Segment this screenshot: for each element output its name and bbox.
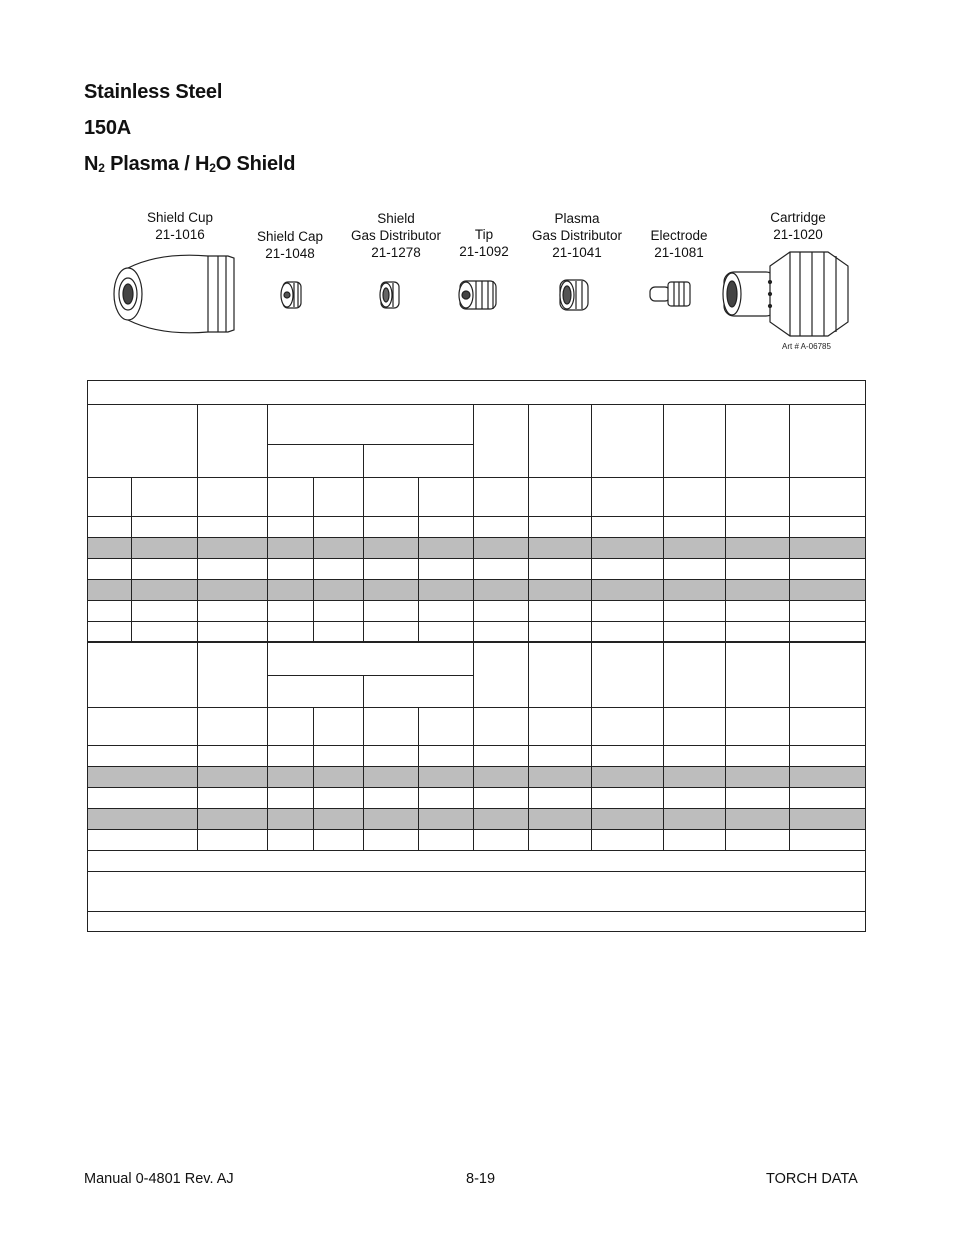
table-cell — [592, 559, 664, 580]
table-cell — [726, 642, 790, 708]
table-cell — [726, 746, 790, 767]
table-cell — [664, 405, 726, 478]
table-cell — [268, 642, 474, 676]
gas-title: $N_2$ Plasma / $H_2O$ Shield — [84, 153, 296, 175]
table-cell — [529, 622, 592, 642]
table-cell — [664, 622, 726, 642]
table-cell — [268, 601, 314, 622]
table-cell — [592, 405, 664, 478]
table-cell — [529, 767, 592, 788]
table-cell — [529, 601, 592, 622]
table-cell — [592, 478, 664, 517]
table-cell — [314, 478, 364, 517]
table-cell — [268, 580, 314, 601]
table-cell — [664, 580, 726, 601]
table-cell — [726, 622, 790, 642]
table-row — [88, 830, 866, 851]
table-cell — [419, 559, 474, 580]
tip-drawing — [459, 281, 496, 309]
table-cell — [474, 478, 529, 517]
part-label-plasma-gas-distributor: Plasma Gas Distributor 21-1041 — [531, 211, 623, 260]
table-cell — [726, 538, 790, 559]
table-cell — [664, 708, 726, 746]
table-cell — [529, 708, 592, 746]
table-cell — [790, 642, 866, 708]
table-cell — [198, 580, 268, 601]
table-header-row-2 — [88, 642, 866, 676]
table-cell — [88, 708, 198, 746]
table-cell — [474, 788, 529, 809]
table-cell — [664, 559, 726, 580]
table-cell — [790, 767, 866, 788]
table-cell — [726, 830, 790, 851]
table-cell — [592, 767, 664, 788]
table-cell — [790, 559, 866, 580]
table-cell — [314, 622, 364, 642]
table-row — [88, 538, 866, 559]
table-header-row — [88, 405, 866, 445]
table-row — [88, 809, 866, 830]
table-cell — [529, 538, 592, 559]
table-cell — [474, 767, 529, 788]
table-cell — [790, 746, 866, 767]
table-cell — [529, 405, 592, 478]
table-cell — [592, 580, 664, 601]
table-cell — [474, 622, 529, 642]
table-cell — [88, 381, 866, 405]
table-cell — [268, 676, 364, 708]
table-cell — [88, 517, 132, 538]
table-cell — [592, 708, 664, 746]
table-cell — [132, 478, 198, 517]
table-cell — [364, 622, 419, 642]
table-cell — [726, 405, 790, 478]
table-cell — [592, 788, 664, 809]
table-cell — [726, 580, 790, 601]
table-cell — [268, 767, 314, 788]
table-cell — [364, 478, 419, 517]
table-cell — [529, 580, 592, 601]
table-cell — [88, 767, 198, 788]
table-cell — [419, 517, 474, 538]
table-cell — [664, 642, 726, 708]
table-cell — [314, 788, 364, 809]
table-cell — [314, 830, 364, 851]
table-row — [88, 622, 866, 642]
table-cell — [314, 601, 364, 622]
material-title: Stainless Steel — [84, 81, 223, 103]
table-cell — [529, 809, 592, 830]
table-cell — [474, 746, 529, 767]
table-cell — [364, 601, 419, 622]
table-cell — [268, 559, 314, 580]
table-cell — [198, 478, 268, 517]
table-cell — [474, 538, 529, 559]
table-cell — [790, 622, 866, 642]
table-cell — [592, 601, 664, 622]
table-cell — [198, 830, 268, 851]
part-label-cartridge: Cartridge 21-1020 — [770, 210, 826, 242]
table-cell — [88, 405, 198, 478]
table-cell — [198, 708, 268, 746]
table-cell — [726, 788, 790, 809]
table-cell — [198, 405, 268, 478]
table-cell — [419, 788, 474, 809]
table-cell — [364, 559, 419, 580]
table-cell — [726, 601, 790, 622]
table-cell — [529, 642, 592, 708]
table-row — [88, 746, 866, 767]
table-cell — [364, 517, 419, 538]
table-cell — [726, 809, 790, 830]
table-cell — [88, 912, 866, 932]
table-cell — [419, 622, 474, 642]
table-cell — [419, 601, 474, 622]
cut-chart-table — [87, 380, 866, 932]
table-cell — [132, 538, 198, 559]
table-cell — [88, 622, 132, 642]
table-cell — [474, 559, 529, 580]
plasma-gas-distributor-drawing — [560, 280, 588, 310]
table-cell — [364, 746, 419, 767]
table-cell — [198, 601, 268, 622]
table-note-row — [88, 912, 866, 932]
table-cell — [592, 830, 664, 851]
table-note-row — [88, 872, 866, 912]
table-cell — [529, 788, 592, 809]
table-cell — [132, 517, 198, 538]
table-cell — [364, 788, 419, 809]
parts-illustration — [0, 0, 954, 380]
part-label-electrode: Electrode 21-1081 — [650, 228, 708, 260]
table-cell — [198, 809, 268, 830]
table-cell — [664, 809, 726, 830]
table-cell — [474, 830, 529, 851]
table-cell — [726, 767, 790, 788]
table-row — [88, 788, 866, 809]
table-cell — [198, 767, 268, 788]
table-cell — [790, 788, 866, 809]
table-cell — [364, 767, 419, 788]
shield-cup-drawing — [114, 255, 234, 333]
table-cell — [88, 872, 866, 912]
table-cell — [474, 517, 529, 538]
table-cell — [268, 746, 314, 767]
table-cell — [790, 478, 866, 517]
table-row — [88, 767, 866, 788]
table-cell — [268, 405, 474, 445]
table-cell — [419, 830, 474, 851]
part-label-shield-gas-distributor: Shield Gas Distributor 21-1278 — [350, 211, 442, 260]
table-cell — [198, 788, 268, 809]
table-cell — [664, 767, 726, 788]
footer-manual: Manual 0-4801 Rev. AJ — [84, 1171, 234, 1187]
table-note-row — [88, 851, 866, 872]
table-cell — [88, 746, 198, 767]
table-cell — [314, 708, 364, 746]
table-units-row-2 — [88, 708, 866, 746]
table-cell — [132, 559, 198, 580]
cartridge-drawing — [723, 252, 848, 336]
table-cell — [664, 788, 726, 809]
shield-cap-drawing — [281, 282, 301, 308]
table-cell — [268, 538, 314, 559]
table-cell — [592, 642, 664, 708]
table-cell — [790, 601, 866, 622]
table-cell — [726, 559, 790, 580]
table-cell — [364, 580, 419, 601]
table-cell — [268, 445, 364, 478]
table-cell — [664, 538, 726, 559]
table-cell — [474, 601, 529, 622]
table-cell — [268, 708, 314, 746]
table-cell — [88, 830, 198, 851]
table-cell — [198, 538, 268, 559]
table-cell — [790, 538, 866, 559]
table-cell — [474, 642, 529, 708]
table-cell — [474, 405, 529, 478]
table-cell — [592, 746, 664, 767]
art-number: Art # A-06785 — [782, 342, 831, 351]
table-cell — [268, 830, 314, 851]
table-cell — [529, 746, 592, 767]
table-cell — [474, 708, 529, 746]
table-cell — [474, 809, 529, 830]
table-cell — [419, 809, 474, 830]
table-cell — [364, 538, 419, 559]
table-cell — [474, 580, 529, 601]
table-cell — [419, 708, 474, 746]
table-cell — [364, 676, 474, 708]
table-cell — [132, 601, 198, 622]
table-cell — [314, 559, 364, 580]
table-cell — [364, 445, 474, 478]
table-cell — [88, 559, 132, 580]
table-cell — [268, 478, 314, 517]
table-cell — [314, 517, 364, 538]
table-cell — [88, 851, 866, 872]
table-cell — [529, 559, 592, 580]
part-label-shield-cap: Shield Cap 21-1048 — [256, 229, 324, 261]
table-units-row — [88, 478, 866, 517]
table-cell — [198, 517, 268, 538]
part-label-tip: Tip 21-1092 — [459, 227, 509, 259]
table-cell — [314, 746, 364, 767]
table-cell — [664, 601, 726, 622]
table-row — [88, 601, 866, 622]
table-cell — [790, 405, 866, 478]
table-cell — [790, 708, 866, 746]
amperage-title: 150A — [84, 117, 132, 139]
table-cell — [364, 809, 419, 830]
table-cell — [529, 830, 592, 851]
table-cell — [529, 478, 592, 517]
table-cell — [726, 478, 790, 517]
table-cell — [268, 788, 314, 809]
table-cell — [88, 601, 132, 622]
table-cell — [314, 538, 364, 559]
table-cell — [592, 809, 664, 830]
table-cell — [592, 622, 664, 642]
table-cell — [268, 517, 314, 538]
footer-section: TORCH DATA — [766, 1171, 858, 1187]
table-cell — [419, 767, 474, 788]
table-cell — [88, 788, 198, 809]
table-cell — [790, 830, 866, 851]
table-cell — [419, 746, 474, 767]
table-cell — [132, 580, 198, 601]
table-cell — [790, 580, 866, 601]
table-cell — [268, 622, 314, 642]
table-cell — [88, 809, 198, 830]
table-cell — [529, 517, 592, 538]
table-cell — [88, 642, 198, 708]
electrode-drawing — [650, 282, 690, 306]
table-cell — [268, 809, 314, 830]
table-cell — [419, 538, 474, 559]
table-cell — [790, 517, 866, 538]
table-cell — [790, 809, 866, 830]
table-cell — [198, 559, 268, 580]
shield-gas-distributor-drawing — [380, 282, 399, 308]
table-cell — [198, 622, 268, 642]
table-cell — [419, 478, 474, 517]
table-cell — [664, 517, 726, 538]
table-cell — [88, 538, 132, 559]
table-cell — [726, 517, 790, 538]
table-cell — [198, 642, 268, 708]
table-cell — [364, 830, 419, 851]
table-cell — [592, 517, 664, 538]
table-cell — [132, 622, 198, 642]
footer-page-number: 8-19 — [466, 1171, 496, 1187]
table-row — [88, 580, 866, 601]
table-cell — [314, 767, 364, 788]
table-cell — [419, 580, 474, 601]
table-cell — [664, 746, 726, 767]
table-cell — [664, 830, 726, 851]
table-cell — [314, 809, 364, 830]
table-row — [88, 517, 866, 538]
table-title-row — [88, 381, 866, 405]
table-row — [88, 559, 866, 580]
table-cell — [364, 708, 419, 746]
part-label-shield-cup: Shield Cup 21-1016 — [146, 210, 214, 242]
table-cell — [664, 478, 726, 517]
table-cell — [88, 478, 132, 517]
table-cell — [726, 708, 790, 746]
table-cell — [592, 538, 664, 559]
table-cell — [198, 746, 268, 767]
table-cell — [314, 580, 364, 601]
table-cell — [88, 580, 132, 601]
